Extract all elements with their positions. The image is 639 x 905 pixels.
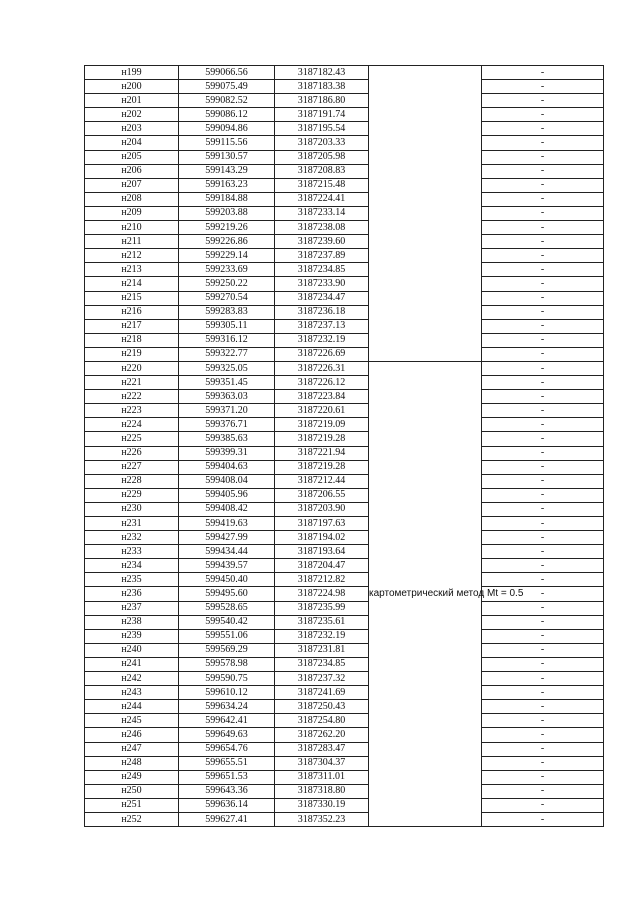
x-coordinate-cell: 599075.49 xyxy=(179,80,275,94)
table-row xyxy=(85,221,604,235)
point-id-cell: н233 xyxy=(85,545,179,559)
y-coordinate-cell: 3187205.98 xyxy=(275,150,369,164)
method-cell: картометрический метод Mt = 0.5 xyxy=(369,361,482,826)
table-row xyxy=(85,404,604,418)
table-row xyxy=(85,474,604,488)
point-id-cell: н238 xyxy=(85,615,179,629)
table-row xyxy=(85,291,604,305)
point-id-cell: н236 xyxy=(85,587,179,601)
accuracy-cell: - xyxy=(482,291,604,305)
point-id-cell: н208 xyxy=(85,192,179,206)
y-coordinate-cell: 3187232.19 xyxy=(275,629,369,643)
table-row xyxy=(85,643,604,657)
x-coordinate-cell: 599649.63 xyxy=(179,728,275,742)
x-coordinate-cell: 599086.12 xyxy=(179,108,275,122)
x-coordinate-cell: 599325.05 xyxy=(179,361,275,375)
accuracy-cell: - xyxy=(482,376,604,390)
x-coordinate-cell: 599654.76 xyxy=(179,742,275,756)
point-id-cell: н201 xyxy=(85,94,179,108)
table-row xyxy=(85,756,604,770)
x-coordinate-cell: 599066.56 xyxy=(179,66,275,80)
y-coordinate-cell: 3187234.85 xyxy=(275,657,369,671)
y-coordinate-cell: 3187304.37 xyxy=(275,756,369,770)
y-coordinate-cell: 3187203.33 xyxy=(275,136,369,150)
point-id-cell: н251 xyxy=(85,798,179,812)
table-row xyxy=(85,488,604,502)
table-row xyxy=(85,235,604,249)
x-coordinate-cell: 599450.40 xyxy=(179,573,275,587)
x-coordinate-cell: 599434.44 xyxy=(179,545,275,559)
accuracy-cell: - xyxy=(482,80,604,94)
x-coordinate-cell: 599399.31 xyxy=(179,446,275,460)
coordinates-table-body xyxy=(85,66,604,827)
accuracy-cell: - xyxy=(482,587,604,601)
table-row xyxy=(85,319,604,333)
y-coordinate-cell: 3187352.23 xyxy=(275,812,369,826)
point-id-cell: н211 xyxy=(85,235,179,249)
y-coordinate-cell: 3187212.44 xyxy=(275,474,369,488)
point-id-cell: н239 xyxy=(85,629,179,643)
x-coordinate-cell: 599322.77 xyxy=(179,347,275,361)
x-coordinate-cell: 599419.63 xyxy=(179,517,275,531)
accuracy-cell: - xyxy=(482,643,604,657)
accuracy-cell: - xyxy=(482,686,604,700)
table-row xyxy=(85,361,604,375)
accuracy-cell: - xyxy=(482,66,604,80)
y-coordinate-cell: 3187221.94 xyxy=(275,446,369,460)
x-coordinate-cell: 599642.41 xyxy=(179,714,275,728)
table-row xyxy=(85,94,604,108)
y-coordinate-cell: 3187234.47 xyxy=(275,291,369,305)
point-id-cell: н223 xyxy=(85,404,179,418)
y-coordinate-cell: 3187330.19 xyxy=(275,798,369,812)
x-coordinate-cell: 599226.86 xyxy=(179,235,275,249)
x-coordinate-cell: 599551.06 xyxy=(179,629,275,643)
y-coordinate-cell: 3187311.01 xyxy=(275,770,369,784)
point-id-cell: н224 xyxy=(85,418,179,432)
point-id-cell: н214 xyxy=(85,277,179,291)
point-id-cell: н217 xyxy=(85,319,179,333)
table-row xyxy=(85,657,604,671)
table-row xyxy=(85,686,604,700)
y-coordinate-cell: 3187231.81 xyxy=(275,643,369,657)
accuracy-cell: - xyxy=(482,474,604,488)
y-coordinate-cell: 3187195.54 xyxy=(275,122,369,136)
table-row xyxy=(85,502,604,516)
document-page xyxy=(84,65,604,827)
table-row xyxy=(85,164,604,178)
x-coordinate-cell: 599229.14 xyxy=(179,249,275,263)
x-coordinate-cell: 599404.63 xyxy=(179,460,275,474)
accuracy-cell: - xyxy=(482,545,604,559)
accuracy-cell: - xyxy=(482,390,604,404)
accuracy-cell: - xyxy=(482,432,604,446)
table-row xyxy=(85,601,604,615)
x-coordinate-cell: 599305.11 xyxy=(179,319,275,333)
y-coordinate-cell: 3187194.02 xyxy=(275,531,369,545)
accuracy-cell: - xyxy=(482,404,604,418)
table-row xyxy=(85,432,604,446)
y-coordinate-cell: 3187212.82 xyxy=(275,573,369,587)
x-coordinate-cell: 599250.22 xyxy=(179,277,275,291)
table-row xyxy=(85,784,604,798)
accuracy-cell: - xyxy=(482,333,604,347)
x-coordinate-cell: 599569.29 xyxy=(179,643,275,657)
accuracy-cell: - xyxy=(482,502,604,516)
accuracy-cell: - xyxy=(482,700,604,714)
point-id-cell: н247 xyxy=(85,742,179,756)
table-row xyxy=(85,742,604,756)
y-coordinate-cell: 3187237.13 xyxy=(275,319,369,333)
x-coordinate-cell: 599143.29 xyxy=(179,164,275,178)
point-id-cell: н200 xyxy=(85,80,179,94)
x-coordinate-cell: 599363.03 xyxy=(179,390,275,404)
x-coordinate-cell: 599655.51 xyxy=(179,756,275,770)
accuracy-cell: - xyxy=(482,657,604,671)
y-coordinate-cell: 3187223.84 xyxy=(275,390,369,404)
x-coordinate-cell: 599376.71 xyxy=(179,418,275,432)
y-coordinate-cell: 3187250.43 xyxy=(275,700,369,714)
accuracy-cell: - xyxy=(482,742,604,756)
point-id-cell: н216 xyxy=(85,305,179,319)
y-coordinate-cell: 3187220.61 xyxy=(275,404,369,418)
x-coordinate-cell: 599439.57 xyxy=(179,559,275,573)
accuracy-cell: - xyxy=(482,418,604,432)
table-row xyxy=(85,305,604,319)
table-row xyxy=(85,150,604,164)
accuracy-cell: - xyxy=(482,305,604,319)
table-row xyxy=(85,587,604,601)
accuracy-cell: - xyxy=(482,108,604,122)
point-id-cell: н252 xyxy=(85,812,179,826)
point-id-cell: н219 xyxy=(85,347,179,361)
y-coordinate-cell: 3187241.69 xyxy=(275,686,369,700)
table-row xyxy=(85,812,604,826)
x-coordinate-cell: 599233.69 xyxy=(179,263,275,277)
x-coordinate-cell: 599408.42 xyxy=(179,502,275,516)
y-coordinate-cell: 3187233.90 xyxy=(275,277,369,291)
accuracy-cell: - xyxy=(482,347,604,361)
y-coordinate-cell: 3187232.19 xyxy=(275,333,369,347)
y-coordinate-cell: 3187224.98 xyxy=(275,587,369,601)
point-id-cell: н245 xyxy=(85,714,179,728)
x-coordinate-cell: 599203.88 xyxy=(179,206,275,220)
accuracy-cell: - xyxy=(482,812,604,826)
point-id-cell: н242 xyxy=(85,672,179,686)
x-coordinate-cell: 599184.88 xyxy=(179,192,275,206)
x-coordinate-cell: 599408.04 xyxy=(179,474,275,488)
point-id-cell: н249 xyxy=(85,770,179,784)
point-id-cell: н244 xyxy=(85,700,179,714)
table-row xyxy=(85,573,604,587)
point-id-cell: н204 xyxy=(85,136,179,150)
accuracy-cell: - xyxy=(482,150,604,164)
table-row xyxy=(85,629,604,643)
table-row xyxy=(85,798,604,812)
point-id-cell: н210 xyxy=(85,221,179,235)
x-coordinate-cell: 599283.83 xyxy=(179,305,275,319)
accuracy-cell: - xyxy=(482,164,604,178)
x-coordinate-cell: 599610.12 xyxy=(179,686,275,700)
y-coordinate-cell: 3187237.89 xyxy=(275,249,369,263)
accuracy-cell: - xyxy=(482,559,604,573)
point-id-cell: н212 xyxy=(85,249,179,263)
y-coordinate-cell: 3187204.47 xyxy=(275,559,369,573)
table-row xyxy=(85,672,604,686)
point-id-cell: н227 xyxy=(85,460,179,474)
x-coordinate-cell: 599590.75 xyxy=(179,672,275,686)
accuracy-cell: - xyxy=(482,446,604,460)
point-id-cell: н220 xyxy=(85,361,179,375)
y-coordinate-cell: 3187219.09 xyxy=(275,418,369,432)
point-id-cell: н215 xyxy=(85,291,179,305)
y-coordinate-cell: 3187183.38 xyxy=(275,80,369,94)
x-coordinate-cell: 599385.63 xyxy=(179,432,275,446)
y-coordinate-cell: 3187182.43 xyxy=(275,66,369,80)
y-coordinate-cell: 3187224.41 xyxy=(275,192,369,206)
x-coordinate-cell: 599219.26 xyxy=(179,221,275,235)
table-row xyxy=(85,418,604,432)
accuracy-cell: - xyxy=(482,263,604,277)
table-row xyxy=(85,376,604,390)
y-coordinate-cell: 3187206.55 xyxy=(275,488,369,502)
table-row xyxy=(85,108,604,122)
accuracy-cell: - xyxy=(482,601,604,615)
y-coordinate-cell: 3187197.63 xyxy=(275,517,369,531)
point-id-cell: н213 xyxy=(85,263,179,277)
table-row xyxy=(85,206,604,220)
table-row xyxy=(85,66,604,80)
table-row xyxy=(85,178,604,192)
point-id-cell: н235 xyxy=(85,573,179,587)
table-row xyxy=(85,545,604,559)
table-row xyxy=(85,559,604,573)
accuracy-cell: - xyxy=(482,784,604,798)
table-row xyxy=(85,136,604,150)
accuracy-cell: - xyxy=(482,136,604,150)
accuracy-cell: - xyxy=(482,206,604,220)
accuracy-cell: - xyxy=(482,460,604,474)
x-coordinate-cell: 599371.20 xyxy=(179,404,275,418)
table-row xyxy=(85,192,604,206)
accuracy-cell: - xyxy=(482,94,604,108)
x-coordinate-cell: 599540.42 xyxy=(179,615,275,629)
x-coordinate-cell: 599578.98 xyxy=(179,657,275,671)
y-coordinate-cell: 3187219.28 xyxy=(275,460,369,474)
table-row xyxy=(85,615,604,629)
accuracy-cell: - xyxy=(482,249,604,263)
accuracy-cell: - xyxy=(482,122,604,136)
x-coordinate-cell: 599270.54 xyxy=(179,291,275,305)
y-coordinate-cell: 3187318.80 xyxy=(275,784,369,798)
table-row xyxy=(85,517,604,531)
y-coordinate-cell: 3187236.18 xyxy=(275,305,369,319)
point-id-cell: н218 xyxy=(85,333,179,347)
accuracy-cell: - xyxy=(482,277,604,291)
accuracy-cell: - xyxy=(482,178,604,192)
x-coordinate-cell: 599634.24 xyxy=(179,700,275,714)
x-coordinate-cell: 599163.23 xyxy=(179,178,275,192)
point-id-cell: н232 xyxy=(85,531,179,545)
x-coordinate-cell: 599316.12 xyxy=(179,333,275,347)
x-coordinate-cell: 599495.60 xyxy=(179,587,275,601)
point-id-cell: н229 xyxy=(85,488,179,502)
table-row xyxy=(85,390,604,404)
point-id-cell: н250 xyxy=(85,784,179,798)
accuracy-cell: - xyxy=(482,488,604,502)
y-coordinate-cell: 3187239.60 xyxy=(275,235,369,249)
x-coordinate-cell: 599643.36 xyxy=(179,784,275,798)
point-id-cell: н203 xyxy=(85,122,179,136)
table-row xyxy=(85,460,604,474)
y-coordinate-cell: 3187219.28 xyxy=(275,432,369,446)
point-id-cell: н240 xyxy=(85,643,179,657)
point-id-cell: н222 xyxy=(85,390,179,404)
y-coordinate-cell: 3187226.69 xyxy=(275,347,369,361)
x-coordinate-cell: 599351.45 xyxy=(179,376,275,390)
x-coordinate-cell: 599094.86 xyxy=(179,122,275,136)
method-cell-empty xyxy=(369,66,482,362)
y-coordinate-cell: 3187203.90 xyxy=(275,502,369,516)
y-coordinate-cell: 3187193.64 xyxy=(275,545,369,559)
table-row xyxy=(85,446,604,460)
y-coordinate-cell: 3187186.80 xyxy=(275,94,369,108)
y-coordinate-cell: 3187234.85 xyxy=(275,263,369,277)
accuracy-cell: - xyxy=(482,361,604,375)
table-row xyxy=(85,277,604,291)
y-coordinate-cell: 3187226.12 xyxy=(275,376,369,390)
y-coordinate-cell: 3187215.48 xyxy=(275,178,369,192)
table-row xyxy=(85,770,604,784)
table-row xyxy=(85,700,604,714)
point-id-cell: н225 xyxy=(85,432,179,446)
table-row xyxy=(85,531,604,545)
table-row xyxy=(85,347,604,361)
accuracy-cell: - xyxy=(482,756,604,770)
accuracy-cell: - xyxy=(482,798,604,812)
accuracy-cell: - xyxy=(482,728,604,742)
accuracy-cell: - xyxy=(482,573,604,587)
accuracy-cell: - xyxy=(482,714,604,728)
table-row xyxy=(85,263,604,277)
y-coordinate-cell: 3187235.99 xyxy=(275,601,369,615)
table-row xyxy=(85,714,604,728)
y-coordinate-cell: 3187237.32 xyxy=(275,672,369,686)
accuracy-cell: - xyxy=(482,615,604,629)
y-coordinate-cell: 3187226.31 xyxy=(275,361,369,375)
x-coordinate-cell: 599528.65 xyxy=(179,601,275,615)
point-id-cell: н207 xyxy=(85,178,179,192)
x-coordinate-cell: 599651.53 xyxy=(179,770,275,784)
point-id-cell: н241 xyxy=(85,657,179,671)
point-id-cell: н243 xyxy=(85,686,179,700)
accuracy-cell: - xyxy=(482,517,604,531)
point-id-cell: н231 xyxy=(85,517,179,531)
y-coordinate-cell: 3187233.14 xyxy=(275,206,369,220)
x-coordinate-cell: 599082.52 xyxy=(179,94,275,108)
accuracy-cell: - xyxy=(482,672,604,686)
accuracy-cell: - xyxy=(482,629,604,643)
point-id-cell: н230 xyxy=(85,502,179,516)
point-id-cell: н205 xyxy=(85,150,179,164)
accuracy-cell: - xyxy=(482,192,604,206)
table-row xyxy=(85,333,604,347)
y-coordinate-cell: 3187238.08 xyxy=(275,221,369,235)
y-coordinate-cell: 3187235.61 xyxy=(275,615,369,629)
point-id-cell: н206 xyxy=(85,164,179,178)
accuracy-cell: - xyxy=(482,319,604,333)
y-coordinate-cell: 3187262.20 xyxy=(275,728,369,742)
point-id-cell: н209 xyxy=(85,206,179,220)
accuracy-cell: - xyxy=(482,235,604,249)
point-id-cell: н228 xyxy=(85,474,179,488)
table-row xyxy=(85,122,604,136)
y-coordinate-cell: 3187283.47 xyxy=(275,742,369,756)
point-id-cell: н248 xyxy=(85,756,179,770)
x-coordinate-cell: 599427.99 xyxy=(179,531,275,545)
point-id-cell: н221 xyxy=(85,376,179,390)
point-id-cell: н246 xyxy=(85,728,179,742)
accuracy-cell: - xyxy=(482,770,604,784)
table-row xyxy=(85,728,604,742)
point-id-cell: н202 xyxy=(85,108,179,122)
x-coordinate-cell: 599627.41 xyxy=(179,812,275,826)
point-id-cell: н237 xyxy=(85,601,179,615)
point-id-cell: н226 xyxy=(85,446,179,460)
accuracy-cell: - xyxy=(482,221,604,235)
table-row xyxy=(85,249,604,263)
y-coordinate-cell: 3187208.83 xyxy=(275,164,369,178)
x-coordinate-cell: 599130.57 xyxy=(179,150,275,164)
y-coordinate-cell: 3187254.80 xyxy=(275,714,369,728)
accuracy-cell: - xyxy=(482,531,604,545)
table-row xyxy=(85,80,604,94)
x-coordinate-cell: 599405.96 xyxy=(179,488,275,502)
x-coordinate-cell: 599636.14 xyxy=(179,798,275,812)
coordinates-table xyxy=(84,65,604,827)
point-id-cell: н199 xyxy=(85,66,179,80)
x-coordinate-cell: 599115.56 xyxy=(179,136,275,150)
y-coordinate-cell: 3187191.74 xyxy=(275,108,369,122)
point-id-cell: н234 xyxy=(85,559,179,573)
